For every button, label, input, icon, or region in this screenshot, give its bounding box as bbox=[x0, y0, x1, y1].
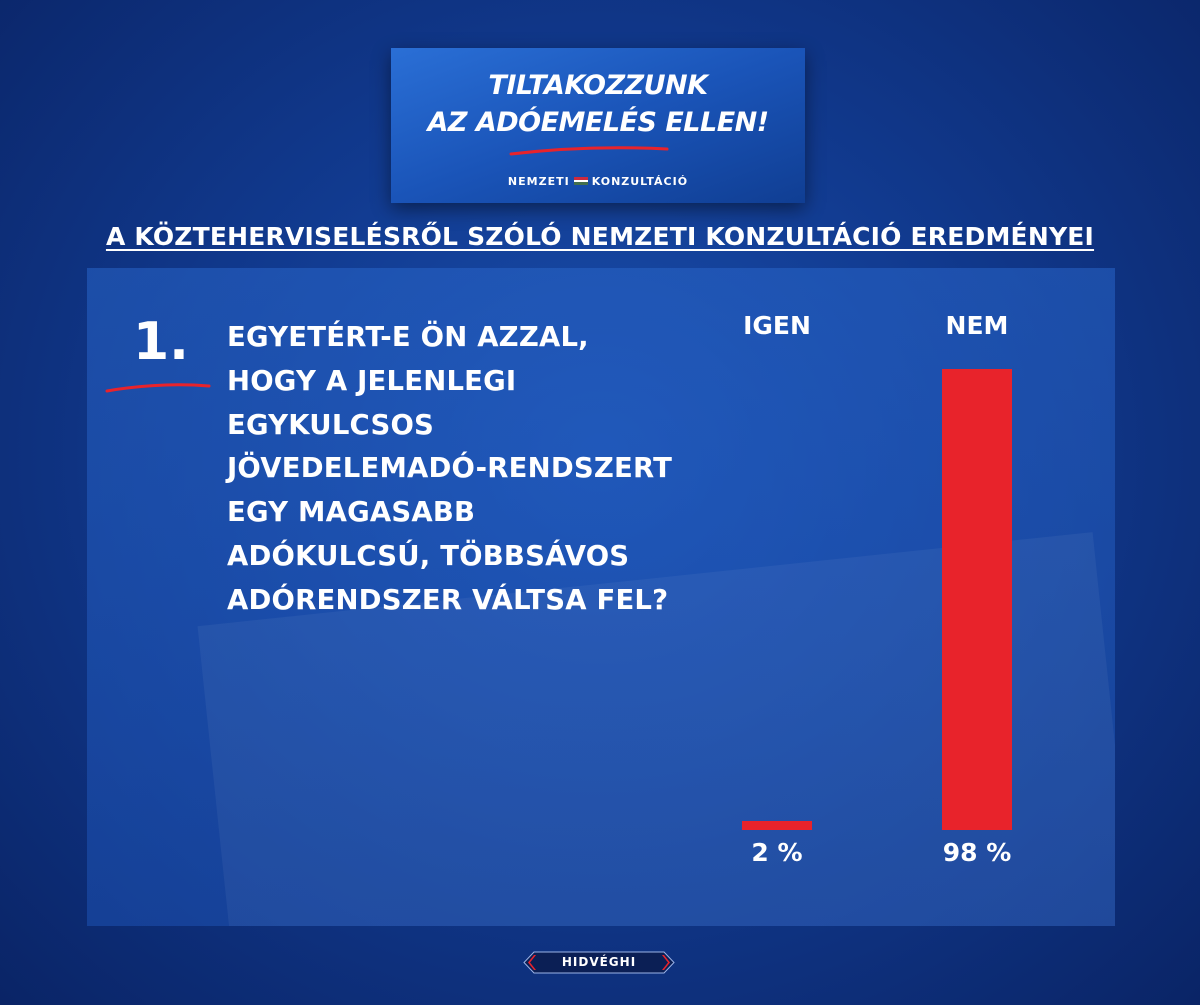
question-line: ADÓKULCSÚ, TÖBBSÁVOS bbox=[227, 539, 630, 572]
logo-swoosh bbox=[509, 145, 669, 157]
question-number: 1. bbox=[133, 312, 189, 372]
question-line: EGYKULCSOS bbox=[227, 408, 435, 441]
value-label-nem: 98 % bbox=[942, 838, 1012, 867]
value-label-igen: 2 % bbox=[751, 838, 803, 867]
bar-igen bbox=[742, 821, 812, 830]
bar-nem bbox=[942, 369, 1012, 830]
logo-sub-left: NEMZETI bbox=[507, 175, 570, 188]
author-badge bbox=[522, 950, 676, 975]
page-title: A KÖZTEHERVISELÉSRŐL SZÓLÓ NEMZETI KONZULTÁCIÓ EREDMÉNYEI bbox=[105, 222, 1095, 251]
campaign-logo bbox=[391, 48, 805, 203]
question-text bbox=[227, 316, 687, 623]
question-number-underline bbox=[105, 380, 215, 394]
logo-line-2: AZ ADÓEMELÉS ELLEN! bbox=[427, 107, 769, 138]
hungarian-flag-icon bbox=[574, 177, 588, 185]
category-label-igen: IGEN bbox=[743, 311, 811, 340]
question-line: HOGY A JELENLEGI bbox=[227, 364, 517, 397]
logo-sub-right: KONZULTÁCIÓ bbox=[591, 175, 689, 188]
logo-subtitle bbox=[391, 175, 805, 188]
author-name: HIDVÉGHI bbox=[561, 955, 637, 969]
question-line: ADÓRENDSZER VÁLTSA FEL? bbox=[227, 583, 669, 616]
logo-line-1: TILTAKOZZUNK bbox=[488, 70, 708, 101]
question-line: EGY MAGASABB bbox=[227, 496, 476, 529]
question-line: EGYETÉRT-E ÖN AZZAL, bbox=[227, 321, 589, 353]
category-label-nem: NEM bbox=[945, 311, 1009, 340]
question-line: JÖVEDELEMADÓ-RENDSZERT bbox=[227, 452, 673, 485]
